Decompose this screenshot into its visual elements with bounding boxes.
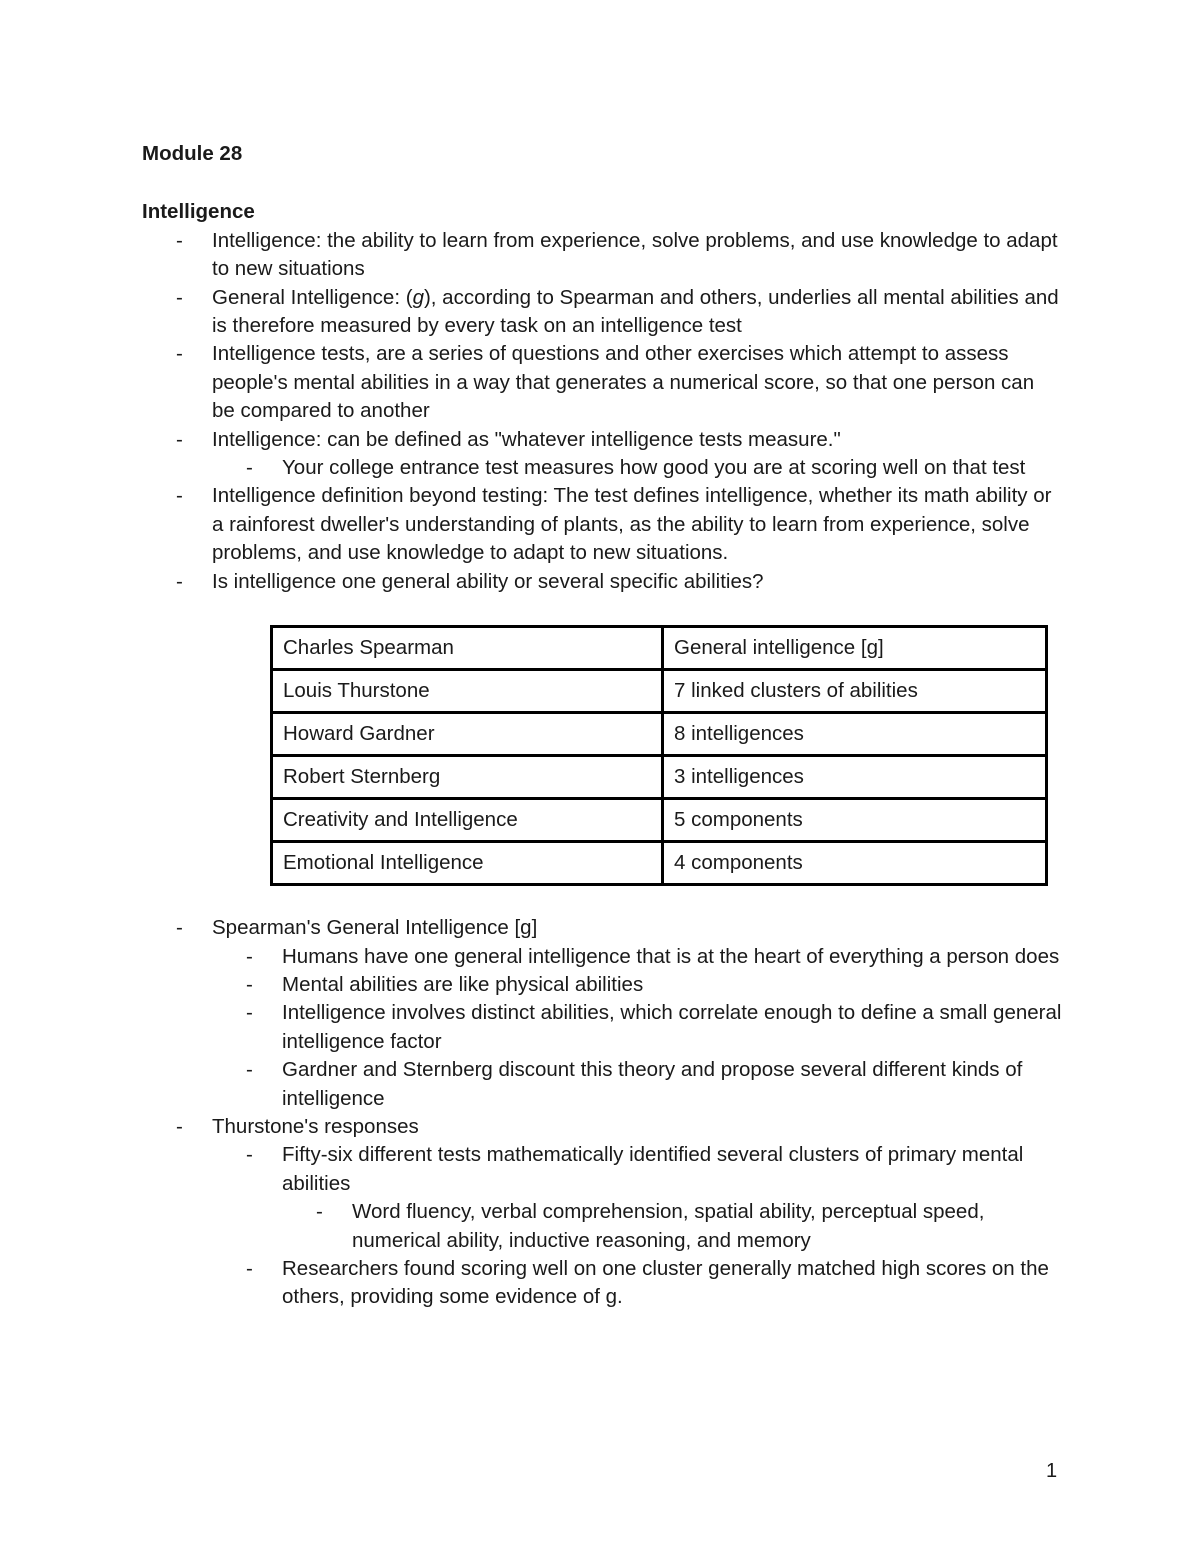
list-item: - Intelligence: the ability to learn from experience, solve problems, and use knowledge to adapt to new situations xyxy=(142,227,1062,284)
list-item: - Humans have one general intelligence that is at the heart of everything a person does xyxy=(212,943,1062,971)
table-cell-theory: 4 components xyxy=(663,842,1047,885)
list-item: - Spearman's General Intelligence [g] - Humans have one general intelligence that is at the heart of everything a person does - Mental abilities are like physical abilities - Intelligence involves distinct abilities, which correlate enough to define a small general intelligence factor - Gardner and Sternberg discount this theory and propose several different kinds of intelligence xyxy=(142,914,1062,1113)
theories-bullet-list xyxy=(142,914,1062,1312)
sub-bullet-list xyxy=(212,943,1062,1113)
list-item: - Your college entrance test measures how good you are at scoring well on that test xyxy=(212,454,1062,482)
theories-table-wrapper xyxy=(270,625,1048,886)
list-item: - Fifty-six different tests mathematically identified several clusters of primary mental abilities - Word fluency, verbal comprehension, spatial ability, perceptual speed, numerical ability, inductive reasoning, and memory xyxy=(212,1141,1062,1255)
list-item: - Researchers found scoring well on one cluster generally matched high scores on the others, providing some evidence of g. xyxy=(212,1255,1062,1312)
list-item: - Thurstone's responses - Fifty-six different tests mathematically identified several clusters of primary mental abilities - Word fluency, verbal comprehension, spatial ability, perceptual speed, numerical ability, inductive reasoning, and memory - Researchers found scoring well on one cluster generally matched high scores on the others, providing some evidence of g. xyxy=(142,1113,1062,1312)
page-number: 1 xyxy=(1046,1460,1058,1482)
table-cell-theory: 7 linked clusters of abilities xyxy=(663,670,1047,713)
list-item: - Mental abilities are like physical abilities xyxy=(212,971,1062,999)
table-cell-theory: 5 components xyxy=(663,799,1047,842)
sub-bullet-list xyxy=(212,1141,1062,1311)
table-row xyxy=(272,799,1047,842)
sub-bullet-list xyxy=(212,454,1062,482)
table-row xyxy=(272,842,1047,885)
table-row xyxy=(272,627,1047,670)
list-item: - Is intelligence one general ability or several specific abilities? xyxy=(142,568,1062,596)
table-cell-theorist: Emotional Intelligence xyxy=(272,842,663,885)
list-item: - Intelligence involves distinct abilities, which correlate enough to define a small general intelligence factor xyxy=(212,999,1062,1056)
list-item: - Gardner and Sternberg discount this theory and propose several different kinds of intelligence xyxy=(212,1056,1062,1113)
table-row xyxy=(272,756,1047,799)
list-item: - Intelligence: can be defined as "whatever intelligence tests measure." - Your college entrance test measures how good you are at scoring well on that test xyxy=(142,426,1062,483)
table-cell-theorist: Robert Sternberg xyxy=(272,756,663,799)
document-page xyxy=(142,140,1062,1312)
sub-sub-bullet-list xyxy=(282,1198,1062,1255)
list-item: - General Intelligence: (g), according to Spearman and others, underlies all mental abilities and is therefore measured by every task on an intelligence test xyxy=(142,284,1062,341)
module-title: Module 28 xyxy=(142,142,243,165)
table-cell-theory: 8 intelligences xyxy=(663,713,1047,756)
list-item: - Intelligence tests, are a series of questions and other exercises which attempt to assess people's mental abilities in a way that generates a numerical score, so that one person can be compared to another xyxy=(142,340,1062,425)
intro-bullet-list xyxy=(142,227,1062,596)
table-cell-theorist: Howard Gardner xyxy=(272,713,663,756)
table-cell-theorist: Louis Thurstone xyxy=(272,670,663,713)
table-cell-theory: 3 intelligences xyxy=(663,756,1047,799)
list-item: - Intelligence definition beyond testing: The test defines intelligence, whether its math ability or a rainforest dweller's understanding of plants, as the ability to learn from experience, solve problems, and use knowledge to adapt to new situations. xyxy=(142,482,1062,567)
section-title: Intelligence xyxy=(142,200,255,224)
table-row xyxy=(272,713,1047,756)
table-cell-theory: General intelligence [g] xyxy=(663,627,1047,670)
table-cell-theorist: Charles Spearman xyxy=(272,627,663,670)
list-item: - Word fluency, verbal comprehension, spatial ability, perceptual speed, numerical ability, inductive reasoning, and memory xyxy=(282,1198,1062,1255)
table-cell-theorist: Creativity and Intelligence xyxy=(272,799,663,842)
theories-table xyxy=(270,625,1048,886)
table-row xyxy=(272,670,1047,713)
